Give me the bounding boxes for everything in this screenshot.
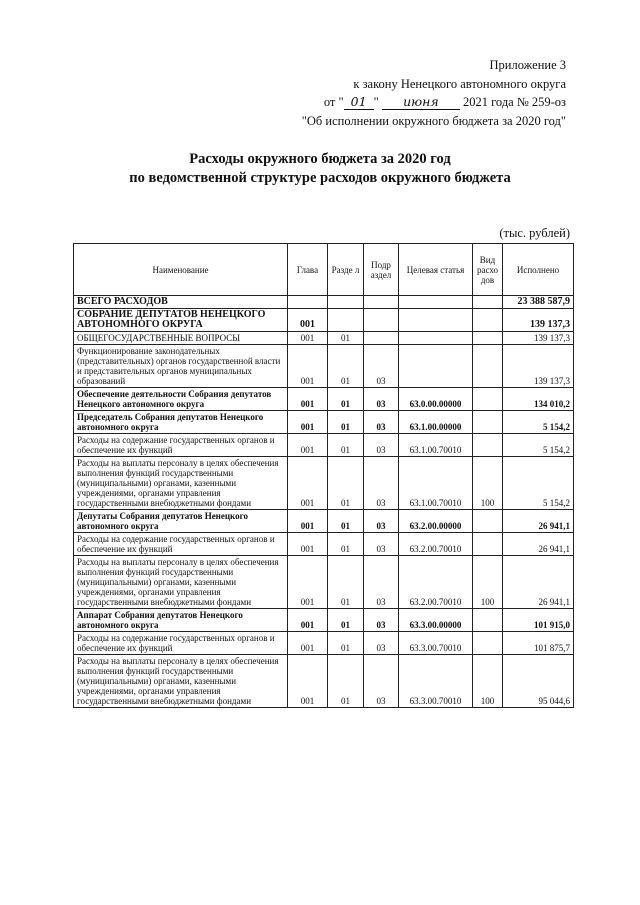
cell-name: Расходы на выплаты персоналу в целях обеспечения выполнения функций государственными (муниципальными) органами, казенными учреждениями, органами управления государственными внебюджетными фондами bbox=[74, 655, 288, 708]
table-row bbox=[74, 309, 574, 332]
cell-tsel: 63.2.00.00000 bbox=[399, 510, 473, 533]
cell-podrazdel: 03 bbox=[364, 632, 399, 655]
cell-glava: 001 bbox=[288, 632, 328, 655]
table-header-row bbox=[74, 244, 574, 296]
cell-name: Обеспечение деятельности Собрания депутатов Ненецкого автономного округа bbox=[74, 388, 288, 411]
cell-razdel: 01 bbox=[328, 434, 364, 457]
cell-glava: 001 bbox=[288, 609, 328, 632]
cell-podrazdel: 03 bbox=[364, 510, 399, 533]
date-prefix: от " bbox=[323, 95, 344, 109]
document-title bbox=[0, 150, 640, 188]
cell-vid bbox=[473, 434, 503, 457]
cell-vid: 100 bbox=[473, 655, 503, 708]
cell-vid bbox=[473, 533, 503, 556]
cell-glava: 001 bbox=[288, 309, 328, 332]
cell-tsel bbox=[399, 332, 473, 345]
cell-vid bbox=[473, 309, 503, 332]
cell-tsel: 63.1.00.00000 bbox=[399, 411, 473, 434]
cell-vid bbox=[473, 609, 503, 632]
cell-glava: 001 bbox=[288, 388, 328, 411]
cell-name: ОБЩЕГОСУДАРСТВЕННЫЕ ВОПРОСЫ bbox=[74, 332, 288, 345]
unit-note: (тыс. рублей) bbox=[499, 226, 570, 240]
appendix-number: Приложение 3 bbox=[489, 58, 566, 72]
cell-vid: 100 bbox=[473, 457, 503, 510]
header-razdel: Разде л bbox=[328, 244, 364, 296]
header-vid: Вид расхо дов bbox=[473, 244, 503, 296]
law-title: "Об исполнении окружного бюджета за 2020 год" bbox=[301, 113, 566, 128]
cell-tsel: 63.2.00.70010 bbox=[399, 556, 473, 609]
table-row bbox=[74, 533, 574, 556]
table-row bbox=[74, 296, 574, 309]
cell-podrazdel bbox=[364, 309, 399, 332]
cell-value: 101 875,7 bbox=[503, 632, 574, 655]
cell-name: Аппарат Собрания депутатов Ненецкого автономного округа bbox=[74, 609, 288, 632]
cell-glava bbox=[288, 296, 328, 309]
cell-razdel: 01 bbox=[328, 388, 364, 411]
cell-vid: 100 bbox=[473, 556, 503, 609]
cell-glava: 001 bbox=[288, 510, 328, 533]
cell-tsel: 63.3.00.00000 bbox=[399, 609, 473, 632]
handwritten-month: июня bbox=[382, 95, 460, 110]
cell-name: Расходы на содержание государственных органов и обеспечение их функций bbox=[74, 434, 288, 457]
cell-name: ВСЕГО РАСХОДОВ bbox=[74, 296, 288, 309]
cell-razdel: 01 bbox=[328, 632, 364, 655]
cell-name: Депутаты Собрания депутатов Ненецкого автономного округа bbox=[74, 510, 288, 533]
law-reference: к закону Ненецкого автономного округа bbox=[353, 76, 566, 91]
cell-value: 26 941,1 bbox=[503, 533, 574, 556]
cell-vid bbox=[473, 345, 503, 388]
cell-razdel: 01 bbox=[328, 655, 364, 708]
cell-value: 139 137,3 bbox=[503, 309, 574, 332]
cell-vid bbox=[473, 332, 503, 345]
header-ispolneno: Исполнено bbox=[503, 244, 574, 296]
cell-value: 139 137,3 bbox=[503, 332, 574, 345]
cell-name: Расходы на выплаты персоналу в целях обеспечения выполнения функций государственными (муниципальными) органами, казенными учреждениями, органами управления государственными внебюджетными фондами bbox=[74, 556, 288, 609]
cell-glava: 001 bbox=[288, 345, 328, 388]
table-row bbox=[74, 345, 574, 388]
cell-tsel bbox=[399, 309, 473, 332]
cell-glava: 001 bbox=[288, 332, 328, 345]
cell-name: Председатель Собрания депутатов Ненецкого автономного округа bbox=[74, 411, 288, 434]
cell-vid bbox=[473, 388, 503, 411]
handwritten-day: 01 bbox=[344, 95, 374, 110]
cell-value: 26 941,1 bbox=[503, 510, 574, 533]
cell-name: Расходы на содержание государственных органов и обеспечение их функций bbox=[74, 533, 288, 556]
cell-podrazdel: 03 bbox=[364, 388, 399, 411]
cell-tsel: 63.3.00.70010 bbox=[399, 632, 473, 655]
cell-name: Функционирование законодательных (представительных) органов государственной власти и представительных органов муниципальных образований bbox=[74, 345, 288, 388]
cell-value: 5 154,2 bbox=[503, 411, 574, 434]
table-row bbox=[74, 632, 574, 655]
header-name: Наименование bbox=[74, 244, 288, 296]
cell-value: 95 044,6 bbox=[503, 655, 574, 708]
cell-podrazdel bbox=[364, 296, 399, 309]
cell-tsel: 63.3.00.70010 bbox=[399, 655, 473, 708]
cell-razdel: 01 bbox=[328, 345, 364, 388]
cell-tsel: 63.1.00.70010 bbox=[399, 457, 473, 510]
title-line-2: по ведомственной структуре расходов окружного бюджета bbox=[129, 170, 511, 186]
cell-vid bbox=[473, 632, 503, 655]
cell-razdel: 01 bbox=[328, 609, 364, 632]
cell-podrazdel: 03 bbox=[364, 609, 399, 632]
table-row bbox=[74, 609, 574, 632]
cell-tsel bbox=[399, 345, 473, 388]
cell-podrazdel: 03 bbox=[364, 655, 399, 708]
title-line-1: Расходы окружного бюджета за 2020 год bbox=[189, 151, 451, 167]
cell-podrazdel: 03 bbox=[364, 556, 399, 609]
cell-value: 5 154,2 bbox=[503, 457, 574, 510]
cell-vid bbox=[473, 296, 503, 309]
table-row bbox=[74, 434, 574, 457]
header-tsel: Целевая статья bbox=[399, 244, 473, 296]
cell-podrazdel: 03 bbox=[364, 411, 399, 434]
appendix-header bbox=[266, 56, 566, 130]
table-row bbox=[74, 457, 574, 510]
cell-tsel bbox=[399, 296, 473, 309]
table-row bbox=[74, 411, 574, 434]
cell-razdel: 01 bbox=[328, 411, 364, 434]
date-suffix: 2021 года № 259-оз bbox=[462, 95, 566, 109]
cell-value: 101 915,0 bbox=[503, 609, 574, 632]
cell-podrazdel: 03 bbox=[364, 457, 399, 510]
cell-glava: 001 bbox=[288, 556, 328, 609]
expenditure-table bbox=[73, 243, 574, 708]
cell-podrazdel bbox=[364, 332, 399, 345]
cell-razdel: 01 bbox=[328, 332, 364, 345]
cell-name: СОБРАНИЕ ДЕПУТАТОВ НЕНЕЦКОГО АВТОНОМНОГО ОКРУГА bbox=[74, 309, 288, 332]
law-date-line bbox=[266, 93, 566, 112]
cell-razdel: 01 bbox=[328, 533, 364, 556]
cell-razdel: 01 bbox=[328, 556, 364, 609]
cell-vid bbox=[473, 510, 503, 533]
table-row bbox=[74, 556, 574, 609]
table-row bbox=[74, 510, 574, 533]
cell-name: Расходы на выплаты персоналу в целях обеспечения выполнения функций государственными (муниципальными) органами, казенными учреждениями, органами управления государственными внебюджетными фондами bbox=[74, 457, 288, 510]
cell-glava: 001 bbox=[288, 457, 328, 510]
cell-glava: 001 bbox=[288, 533, 328, 556]
cell-value: 26 941,1 bbox=[503, 556, 574, 609]
cell-value: 134 010,2 bbox=[503, 388, 574, 411]
date-mid: " bbox=[373, 95, 379, 109]
cell-tsel: 63.2.00.70010 bbox=[399, 533, 473, 556]
cell-podrazdel: 03 bbox=[364, 434, 399, 457]
header-glava: Глава bbox=[288, 244, 328, 296]
cell-tsel: 63.1.00.70010 bbox=[399, 434, 473, 457]
cell-podrazdel: 03 bbox=[364, 533, 399, 556]
header-podrazdel: Подр аздел bbox=[364, 244, 399, 296]
cell-name: Расходы на содержание государственных органов и обеспечение их функций bbox=[74, 632, 288, 655]
cell-razdel bbox=[328, 309, 364, 332]
cell-tsel: 63.0.00.00000 bbox=[399, 388, 473, 411]
cell-glava: 001 bbox=[288, 655, 328, 708]
cell-razdel: 01 bbox=[328, 457, 364, 510]
cell-podrazdel: 03 bbox=[364, 345, 399, 388]
cell-glava: 001 bbox=[288, 434, 328, 457]
cell-razdel: 01 bbox=[328, 510, 364, 533]
cell-value: 5 154,2 bbox=[503, 434, 574, 457]
cell-glava: 001 bbox=[288, 411, 328, 434]
cell-value: 139 137,3 bbox=[503, 345, 574, 388]
cell-razdel bbox=[328, 296, 364, 309]
cell-vid bbox=[473, 411, 503, 434]
table-row bbox=[74, 388, 574, 411]
table-row bbox=[74, 655, 574, 708]
cell-value: 23 388 587,9 bbox=[503, 296, 574, 309]
table-row bbox=[74, 332, 574, 345]
